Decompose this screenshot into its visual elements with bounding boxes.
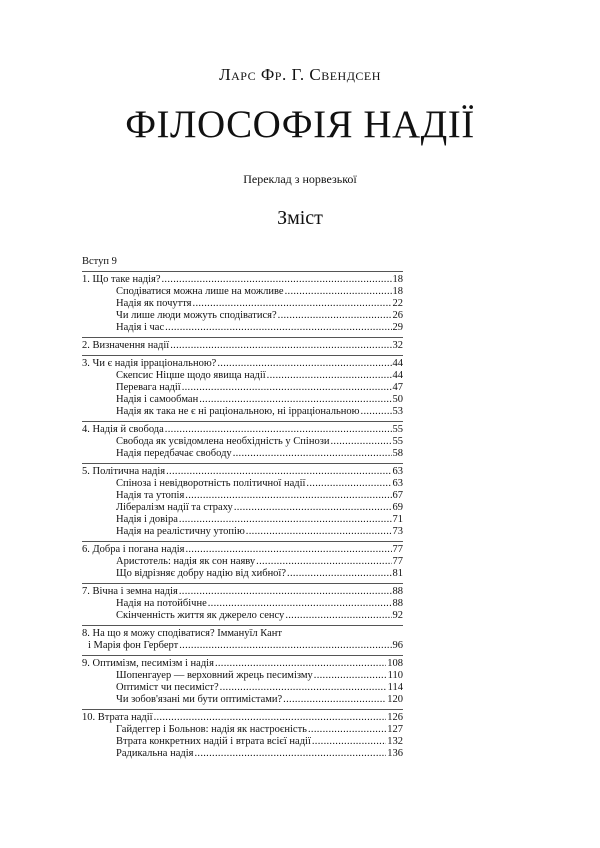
dot-leader xyxy=(154,712,387,724)
toc-chapter-row-title: 1. Що таке надія? xyxy=(82,274,161,285)
toc-chapter-row-title: 4. Надія й свобода xyxy=(82,424,164,435)
dot-leader xyxy=(361,406,392,418)
toc-section-row-title: Спіноза і невідворотність політичної надії xyxy=(116,478,306,489)
toc-section-row xyxy=(82,394,403,406)
toc-section-row xyxy=(82,670,403,682)
toc-chapter-row xyxy=(82,466,403,478)
toc-chapter xyxy=(82,709,403,763)
toc-section-row xyxy=(82,286,403,298)
toc-chapter xyxy=(82,655,403,709)
toc-chapter-row xyxy=(82,358,403,370)
toc-section-row-title: Гайдеггер і Больнов: надія як настроєність xyxy=(116,724,307,735)
toc-section-row-page: 58 xyxy=(392,448,403,459)
toc-section-row-title: Шопенгауер — верховний жрець песимізму xyxy=(116,670,313,681)
dot-leader xyxy=(306,478,391,490)
dot-leader xyxy=(330,436,391,448)
dot-leader xyxy=(193,298,392,310)
toc-section-row xyxy=(82,514,403,526)
toc-section-row xyxy=(82,436,403,448)
toc-section-row xyxy=(82,370,403,382)
toc-section-row-page: 77 xyxy=(392,556,403,567)
toc-chapter-row-page: 55 xyxy=(392,424,403,435)
dot-leader xyxy=(179,514,392,526)
toc-section-row xyxy=(82,490,403,502)
toc-chapter-row xyxy=(82,586,403,598)
toc-section-row-title: Скінченність життя як джерело сенсу xyxy=(116,610,285,621)
contents-heading: Зміст xyxy=(277,207,323,229)
toc-section-row-title: Надія і час xyxy=(116,322,165,333)
dot-leader xyxy=(217,358,391,370)
dot-leader xyxy=(287,568,391,580)
toc-section-row-title: Надія і самообман xyxy=(116,394,199,405)
toc-section-row xyxy=(82,448,403,460)
toc-chapter-row-title: 10. Втрата надії xyxy=(82,712,153,723)
toc-chapter-row-page: 63 xyxy=(392,466,403,477)
toc-section-row-title: Надія передбачає свободу xyxy=(116,448,232,459)
toc-section-row-page: 26 xyxy=(392,310,403,321)
toc-section-row xyxy=(82,736,403,748)
toc-section-row xyxy=(82,694,403,706)
toc-section-row-title: Скепсис Ніцше щодо явища надії xyxy=(116,370,266,381)
toc-section-row-page: 69 xyxy=(392,502,403,513)
dot-leader xyxy=(185,544,391,556)
dot-leader xyxy=(208,598,392,610)
toc-section-row xyxy=(82,382,403,394)
dot-leader xyxy=(233,448,392,460)
toc-section-row-title: Надія на реалістичну утопію xyxy=(116,526,245,537)
toc-chapter-row xyxy=(82,340,403,352)
toc-section-row xyxy=(82,478,403,490)
book-title: ФІЛОСОФІЯ НАДІЇ xyxy=(125,103,475,146)
dot-leader xyxy=(162,274,392,286)
toc-section-row-title: Що відрізняє добру надію від хибної? xyxy=(116,568,287,579)
toc-section-row xyxy=(82,526,403,538)
toc-section-row-title: Оптиміст чи песиміст? xyxy=(116,682,219,693)
dot-leader xyxy=(179,640,391,652)
toc-section-row-title: Свобода як усвідомлена необхідність у Спінози xyxy=(116,436,330,447)
toc-chapter-row-page: 96 xyxy=(392,640,403,651)
toc-chapter-row-page: 108 xyxy=(387,658,403,669)
dot-leader xyxy=(285,286,392,298)
toc-chapter-row-page: 77 xyxy=(392,544,403,555)
toc-section-row-title: Радикальна надія xyxy=(116,748,194,759)
toc-section-row-page: 132 xyxy=(387,736,403,747)
toc-section-row-title: Надія та утопія xyxy=(116,490,185,501)
toc-chapter-row-title: і Марія фон Герберт xyxy=(88,640,179,651)
toc-chapter-row-title: 7. Вічна і земна надія xyxy=(82,586,178,597)
toc-chapter-row-title: 3. Чи є надія ірраціональною? xyxy=(82,358,217,369)
toc-section-row-page: 53 xyxy=(392,406,403,417)
toc-chapter-row-title: 9. Оптимізм, песимізм і надія xyxy=(82,658,214,669)
toc-section-row-page: 92 xyxy=(392,610,403,621)
dot-leader xyxy=(185,490,391,502)
toc-section-row-title: Чи лише люди можуть сподіватися? xyxy=(116,310,277,321)
toc-chapter xyxy=(82,271,403,337)
dot-leader xyxy=(234,502,392,514)
toc-section-row-page: 120 xyxy=(387,694,403,705)
toc-chapter xyxy=(82,541,403,583)
dot-leader xyxy=(220,682,387,694)
toc-section-row xyxy=(82,610,403,622)
dot-leader xyxy=(166,466,391,478)
toc-section-row-title: Надія на потойбічне xyxy=(116,598,207,609)
toc-chapter-row-page: 88 xyxy=(392,586,403,597)
toc-section-row xyxy=(82,556,403,568)
toc-section-row-title: Перевага надії xyxy=(116,382,181,393)
toc-section-row-title: Втрата конкретних надій і втрата всієї надії xyxy=(116,736,311,747)
dot-leader xyxy=(312,736,386,748)
toc-chapter xyxy=(82,463,403,541)
dot-leader xyxy=(278,310,392,322)
table-of-contents xyxy=(82,256,403,763)
toc-section-row-page: 136 xyxy=(387,748,403,759)
toc-section-row-page: 22 xyxy=(392,298,403,309)
toc-section-row xyxy=(82,568,403,580)
toc-chapter-row-title: 2. Визначення надії xyxy=(82,340,170,351)
toc-section-row-page: 81 xyxy=(392,568,403,579)
toc-section-row xyxy=(82,682,403,694)
dot-leader xyxy=(267,370,392,382)
dot-leader xyxy=(170,340,391,352)
toc-section-row-page: 71 xyxy=(392,514,403,525)
toc-chapter xyxy=(82,421,403,463)
dot-leader xyxy=(194,748,386,760)
dot-leader xyxy=(314,670,387,682)
dot-leader xyxy=(179,586,392,598)
toc-chapter-row xyxy=(82,640,403,652)
toc-chapter-row-page: 44 xyxy=(392,358,403,369)
dot-leader xyxy=(246,526,392,538)
toc-section-row xyxy=(82,598,403,610)
toc-chapter-row-title: 6. Добра і погана надія xyxy=(82,544,185,555)
toc-section-row-title: Надія як почуття xyxy=(116,298,192,309)
dot-leader xyxy=(285,610,391,622)
dot-leader xyxy=(165,322,391,334)
toc-intro: Вступ 9 xyxy=(82,256,117,267)
toc-chapter-row xyxy=(82,544,403,556)
toc-section-row xyxy=(82,322,403,334)
toc-section-row-page: 29 xyxy=(392,322,403,333)
toc-section-row-page: 127 xyxy=(387,724,403,735)
toc-section-row-title: Надія як така не є ні раціональною, ні ірраціональною xyxy=(116,406,360,417)
toc-section-row xyxy=(82,298,403,310)
toc-chapter-row-page: 32 xyxy=(392,340,403,351)
toc-section-row-page: 114 xyxy=(387,682,403,693)
toc-chapter-row xyxy=(82,658,403,670)
toc-section-row xyxy=(82,748,403,760)
toc-chapter-row-title: 5. Політична надія xyxy=(82,466,166,477)
toc-chapter-row-page: 126 xyxy=(387,712,403,723)
toc-section-row-title: Надія і довіра xyxy=(116,514,178,525)
toc-section-row-title: Чи зобов'язані ми бути оптимістами? xyxy=(116,694,283,705)
toc-section-row xyxy=(82,310,403,322)
toc-section-row-page: 63 xyxy=(392,478,403,489)
toc-section-row xyxy=(82,724,403,736)
toc-chapters xyxy=(82,271,403,763)
dot-leader xyxy=(215,658,386,670)
toc-section-row-page: 55 xyxy=(392,436,403,447)
toc-chapter-row xyxy=(82,424,403,436)
toc-section-row-page: 47 xyxy=(392,382,403,393)
toc-section-row-page: 88 xyxy=(392,598,403,609)
toc-chapter xyxy=(82,625,403,655)
toc-section-row-title: Аристотель: надія як сон наяву xyxy=(116,556,256,567)
toc-section-row-page: 44 xyxy=(392,370,403,381)
toc-section-row-page: 73 xyxy=(392,526,403,537)
toc-chapter-title: 8. На що я можу сподіватися? Іммануїл Кант xyxy=(82,628,282,639)
toc-section-row-page: 110 xyxy=(387,670,403,681)
dot-leader xyxy=(256,556,391,568)
toc-section-row xyxy=(82,406,403,418)
toc-section-row-title: Лібералізм надії та страху xyxy=(116,502,233,513)
book-author: Ларс Фр. Г. Свендсен xyxy=(219,65,381,84)
book-subtitle: Переклад з норвезької xyxy=(243,172,357,186)
toc-section-row-page: 67 xyxy=(392,490,403,501)
dot-leader xyxy=(199,394,391,406)
dot-leader xyxy=(182,382,392,394)
toc-section-row-title: Сподіватися можна лише на можливе xyxy=(116,286,284,297)
toc-section-row-page: 18 xyxy=(392,286,403,297)
toc-section-row xyxy=(82,502,403,514)
dot-leader xyxy=(165,424,392,436)
toc-chapter-row xyxy=(82,712,403,724)
toc-chapter xyxy=(82,337,403,355)
toc-section-row-page: 50 xyxy=(392,394,403,405)
dot-leader xyxy=(308,724,386,736)
toc-chapter-row xyxy=(82,274,403,286)
toc-chapter-row-page: 18 xyxy=(392,274,403,285)
toc-chapter xyxy=(82,583,403,625)
toc-chapter xyxy=(82,355,403,421)
dot-leader xyxy=(283,694,386,706)
